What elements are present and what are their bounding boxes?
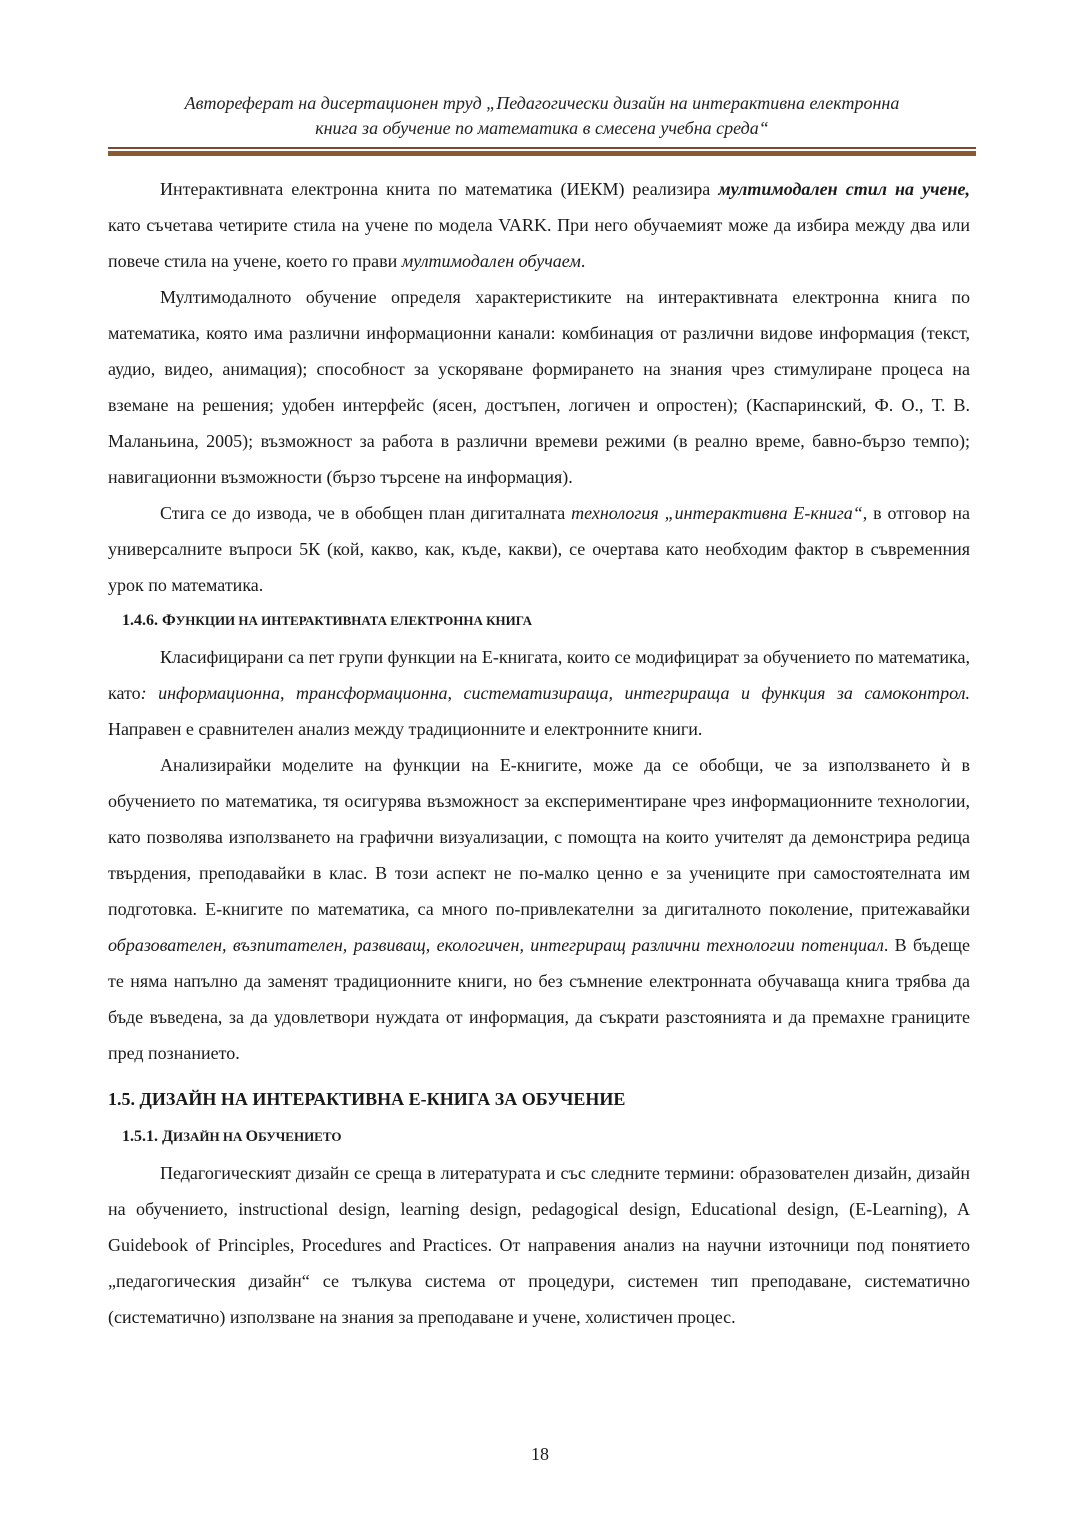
section-heading-1-5-1: 1.5.1. ДИЗАЙН НА ОБУЧЕНИЕТО	[122, 1128, 342, 1145]
running-header	[108, 91, 976, 141]
running-header-line-1: Автореферат на дисертационен труд „Педагогически дизайн на интерактивна електронна	[184, 93, 900, 113]
paragraph-ebook-analysis: Анализирайки моделите на функции на Е-книгите, може да се обобщи, че за използването ѝ в обучението по математика, тя осигурява възможност за експериментиране чрез информационните технологии, като позволява използването на графични визуализации, с помощта на които учителят да демонстрира редица твърдения, преподавайки в клас. В този аспект не по-малко ценно е за учениците при самостоятелната им подготовка. Е-книгите по математика, са много по-привлекателни за дигиталното поколение, притежавайки образователен, възпитателен, развиващ, екологичен, интегриращ различни технологии потенциал. В бъдеще те няма напълно да заменят традиционните книги, но без съмнение електронната обучаваща книга трябва да бъде въведена, за да удовлетвори нуждата от информация, да съкрати разстоянията и да премахне границите пред познанието.	[108, 755, 970, 1063]
section-heading-1-5: 1.5. ДИЗАЙН НА ИНТЕРАКТИВНА Е-КНИГА ЗА ОБУЧЕНИЕ	[108, 1089, 626, 1109]
running-header-line-2: книга за обучение по математика в смесена учебна среда“	[315, 118, 769, 138]
paragraph-multimodal-style: Интерактивната електронна книта по математика (ИЕКМ) реализира мултимодален стил на учене, като съчетава четирите стила на учене по модела VARK. При него обучаемият може да избира между два или повече стила на учене, което го прави мултимодален обучаем.	[108, 179, 970, 271]
paragraph-function-groups: Класифицирани са пет групи функции на Е-книгата, които се модифицират за обучението по математика, като: информационна, трансформационна, систематизираща, интегрираща и функция за самоконтрол. Направен е сравнителен анализ между традиционните и електронните книги.	[108, 647, 970, 739]
section-heading-1-4-6: 1.4.6. ФУНКЦИИ НА ИНТЕРАКТИВНАТА ЕЛЕКТРОННА КНИГА	[122, 612, 532, 629]
body-text	[108, 171, 970, 1335]
header-divider	[108, 147, 976, 157]
paragraph-pedagogical-design: Педагогическият дизайн се среща в литературата и със следните термини: образователен дизайн, дизайн на обучението, instructional design, learning design, pedagogical design, Educational design, (E-Learning), A Guidebook of Principles, Procedures and Practices. От направения анализ на научни източници под понятието „педагогическия дизайн“ се тълкува система от процедури, системен тип преподаване, систематично (систематично) използване на знания за преподаване и учене, холистичен процес.	[108, 1163, 970, 1327]
page-number: 18	[531, 1444, 549, 1464]
paragraph-conclusion: Стига се до извода, че в обобщен план дигиталната технология „интерактивна Е-книга“, в отговор на универсалните въпроси 5К (кой, какво, как, къде, какви), се очертава като необходим фактор в съвременния урок по математика.	[108, 503, 971, 595]
paragraph-multimodal-learning: Мултимодалното обучение определя характеристиките на интерактивната електронна книга по математика, която има различни информационни канали: комбинация от различни видове информация (текст, аудио, видео, анимация); способност за ускоряване формирането на знания чрез стимулиране процеса на вземане на решения; удобен интерфейс (ясен, достъпен, логичен и опростен); (Каспаринский, Ф. О., Т. В. Маланьина, 2005); възможност за работа в различни времеви режими (в реално време, бавно-бързо темпо); навигационни възможности (бързо търсене на информация).	[108, 287, 970, 487]
